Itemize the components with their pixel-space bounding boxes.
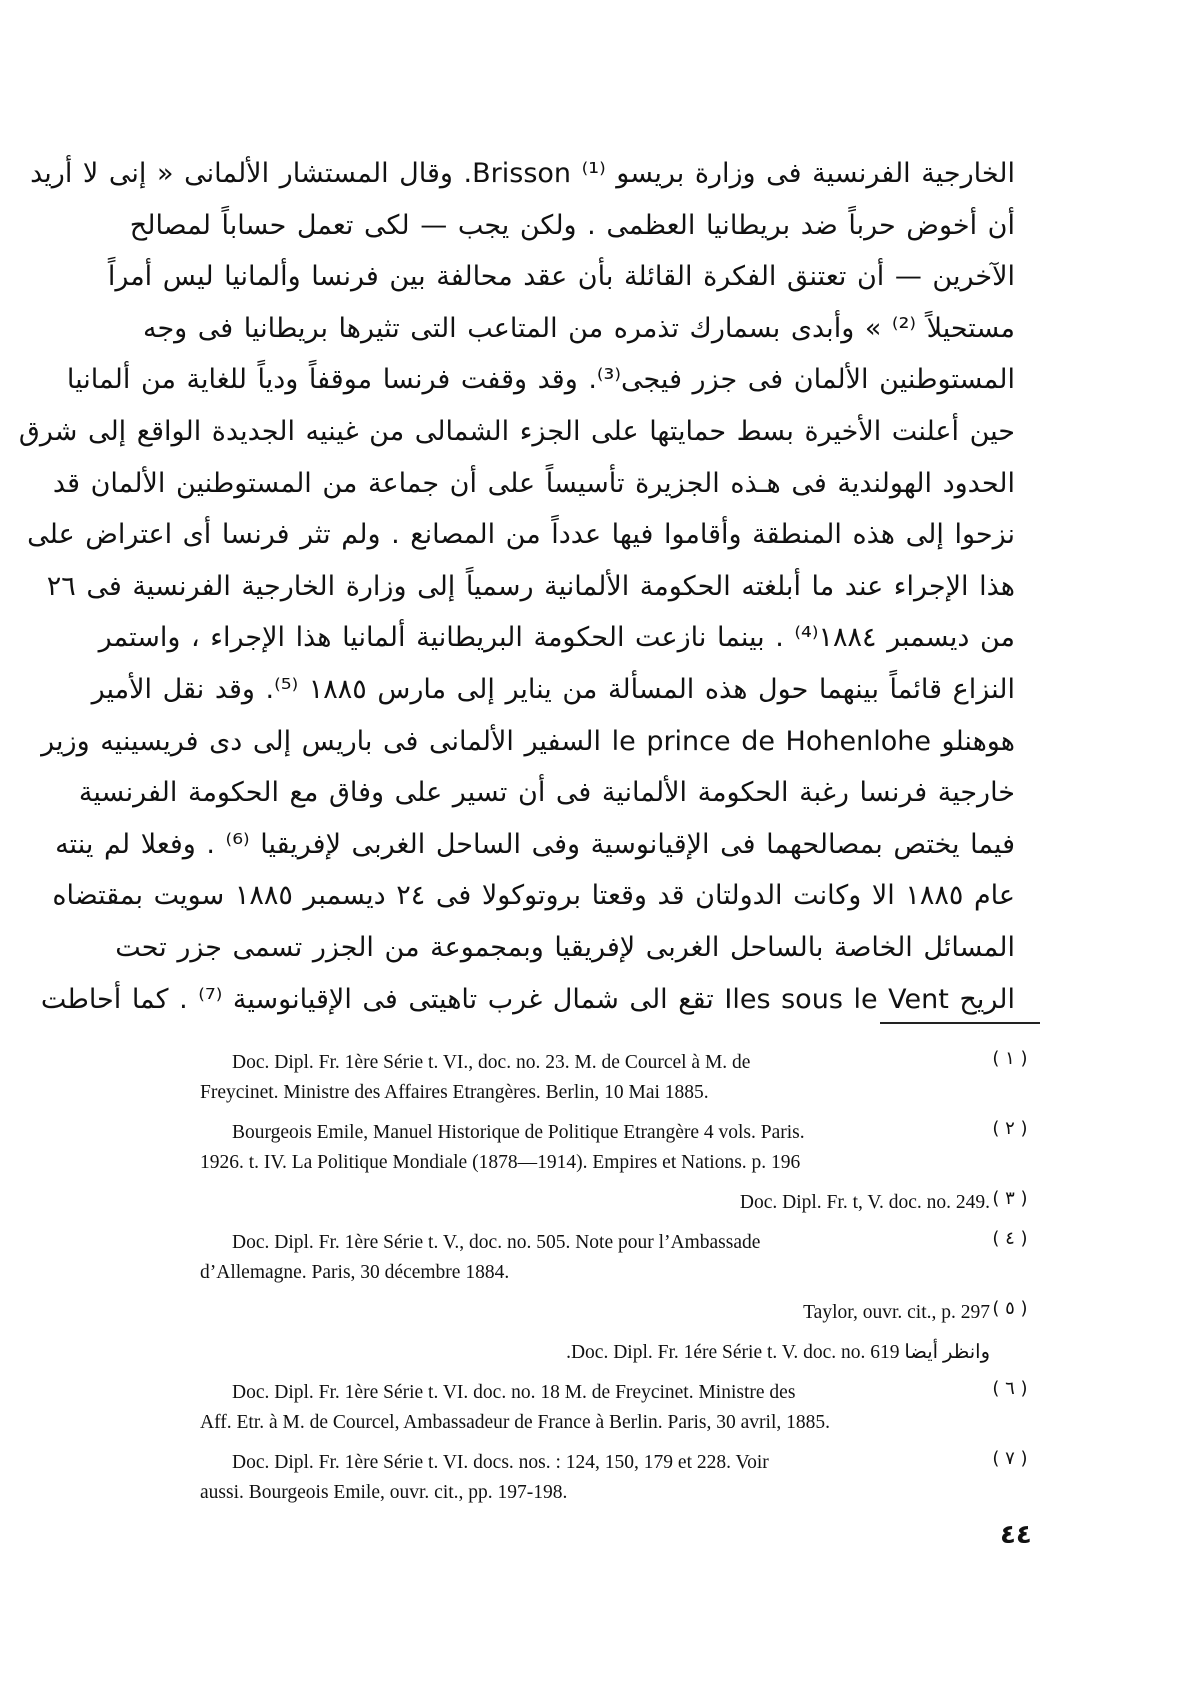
text-line: النزاع قائماً بينهما حول هذه المسألة من يناير إلى مارس ١٨٨٥ ⁽⁵⁾. وقد نقل الأمير [91,673,1015,705]
footnote-line: Bourgeois Emile, Manuel Historique de Politique Etrangère 4 vols. Paris. [232,1122,805,1143]
footnote-line: d’Allemagne. Paris, 30 décembre 1884. [200,1262,510,1283]
footnote-4 [200,1228,1028,1288]
footnote-number: ( ٣ ) [992,1188,1028,1209]
text-line: هوهنلو le prince de Hohenlohe السفير الألمانى فى باريس إلى دى فريسينيه وزير [41,725,1015,757]
page-number: ٤٤ [1000,1520,1032,1550]
footnote-number: ( ٥ ) [992,1298,1028,1319]
footnote-3 [200,1188,1028,1218]
text-line: عام ١٨٨٥ الا وكانت الدولتان قد وقعتا بروتوكولا فى ٢٤ ديسمبر ١٨٨٥ سويت بمقتضاه [52,880,1015,912]
footnote-number: ( ٧ ) [992,1448,1028,1469]
footnote-line: Aff. Etr. à M. de Courcel, Ambassadeur de France à Berlin. Paris, 30 avril, 1885. [200,1412,830,1433]
text-line: مستحيلاً ⁽²⁾ » وأبدى بسمارك تذمره من المتاعب التى تثيرها بريطانيا فى وجه [143,312,1015,344]
text-line: من ديسمبر ١٨٨٤⁽⁴⁾ . بينما نازعت الحكومة البريطانية ألمانيا هذا الإجراء ، واستمر [98,622,1015,654]
footnote-number: ( ٤ ) [992,1228,1028,1249]
footnotes-section [200,1048,1028,1518]
text-line: فيما يختص بمصالحهما فى الإقيانوسية وفى الساحل الغربى لإفريقيا ⁽⁶⁾ . وفعلا لم ينته [55,828,1015,860]
footnote-number: ( ٢ ) [992,1118,1028,1139]
footnote-line: Doc. Dipl. Fr. 1ère Série t. VI. docs. nos. : 124, 150, 179 et 228. Voir [232,1452,769,1473]
footnote-line: aussi. Bourgeois Emile, ouvr. cit., pp. 197-198. [200,1482,568,1503]
footnote-line: Doc. Dipl. Fr. 1ère Série t. VI. doc. no. 18 M. de Freycinet. Ministre des [232,1382,796,1403]
text-line: حين أعلنت الأخيرة بسط حمايتها على الجزء الشمالى من غينيه الجديدة الواقع إلى شرق [18,415,1015,447]
footnote-line: Taylor, ouvr. cit., p. 297 [803,1302,990,1323]
text-line: الريح Iles sous le Vent تقع الى شمال غرب تاهيتى فى الإقيانوسية ⁽⁷⁾ . كما أحاطت [40,983,1015,1015]
footnote-number: ( ٦ ) [992,1378,1028,1399]
text-line: الخارجية الفرنسية فى وزارة بريسو Brisson ⁽¹⁾. وقال المستشار الألمانى « إنى لا أريد [30,158,1015,189]
footnote-6 [200,1378,1028,1438]
text-line: هذا الإجراء عند ما أبلغته الحكومة الألمانية رسمياً إلى وزارة الخارجية الفرنسية فى ٢٦ [46,570,1015,602]
footnote-2 [200,1118,1028,1178]
text-line: الآخرين — أن تعتنق الفكرة القائلة بأن عقد محالفة بين فرنسا وألمانيا ليس أمراً [107,261,1015,293]
main-text-block [18,148,1015,1025]
text-line: خارجية فرنسا رغبة الحكومة الألمانية فى أن تسير على وفاق مع الحكومة الفرنسية [78,777,1015,809]
footnote-line: Doc. Dipl. Fr. 1ère Série t. VI., doc. no. 23. M. de Courcel à M. de [232,1052,751,1073]
footnote-line: Freycinet. Ministre des Affaires Etrangères. Berlin, 10 Mai 1885. [200,1082,709,1103]
text-line: المستوطنين الألمان فى جزر فيجى⁽³⁾. وقد وقفت فرنسا موقفاً ودياً للغاية من ألمانيا [66,364,1015,396]
footnote-number: ( ١ ) [992,1048,1028,1069]
text-line: الحدود الهولندية فى هـذه الجزيرة تأسيساً على أن جماعة من المستوطنين الألمان قد [52,467,1015,499]
footnote-5-extra [200,1338,990,1368]
footnote-line: وانظر أيضا Doc. Dipl. Fr. 1ére Série t. V. doc. no. 619. [566,1342,990,1363]
footnote-divider [880,1022,1040,1024]
text-line: المسائل الخاصة بالساحل الغربى لإفريقيا وبمجموعة من الجزر تسمى جزر تحت [115,931,1015,963]
footnote-1 [200,1048,1028,1108]
footnote-line: Doc. Dipl. Fr. t, V. doc. no. 249. [739,1192,990,1213]
footnote-7 [200,1448,1028,1508]
footnote-line: 1926. t. IV. La Politique Mondiale (1878—1914). Empires et Nations. p. 196 [200,1152,801,1173]
text-line: أن أخوض حرباً ضد بريطانيا العظمى . ولكن يجب — لكى تعمل حساباً لمصالح [129,209,1015,241]
footnote-5 [200,1298,1028,1328]
text-line: نزحوا إلى هذه المنطقة وأقاموا فيها عدداً من المصانع . ولم تثر فرنسا أى اعتراض على [27,519,1015,551]
footnote-line: Doc. Dipl. Fr. 1ère Série t. V., doc. no. 505. Note pour l’Ambassade [232,1232,761,1253]
